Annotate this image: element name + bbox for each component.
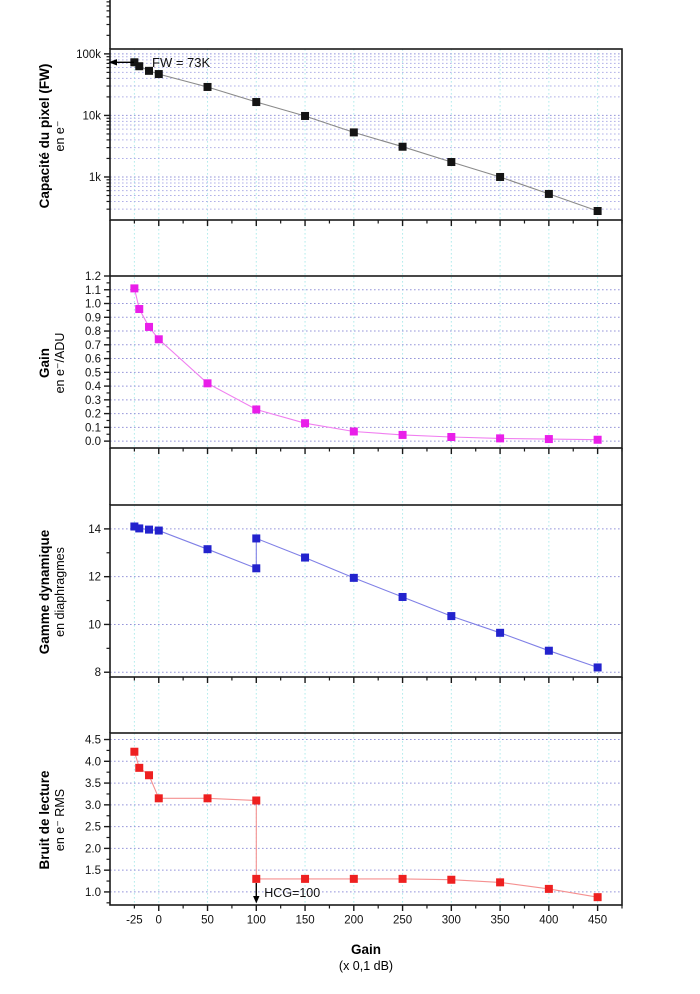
svg-text:50: 50 xyxy=(201,914,214,927)
svg-text:100: 100 xyxy=(246,914,266,927)
series-markers-bruit-de-lecture xyxy=(130,748,601,901)
svg-text:1.0: 1.0 xyxy=(85,886,101,899)
series-line-bruit-de-lecture xyxy=(134,752,597,898)
x-axis-ticks xyxy=(134,677,622,683)
x-axis-ticks xyxy=(134,220,622,226)
svg-text:100k: 100k xyxy=(76,48,101,61)
svg-text:0.7: 0.7 xyxy=(85,339,101,352)
y-axis-gain xyxy=(85,271,110,448)
svg-text:3.0: 3.0 xyxy=(85,799,101,812)
svg-text:0.8: 0.8 xyxy=(85,326,101,339)
svg-text:0.2: 0.2 xyxy=(85,408,101,421)
x-axis-title xyxy=(256,941,476,974)
svg-text:2.5: 2.5 xyxy=(85,821,101,834)
annotation-bruit-de-lecture xyxy=(253,883,320,904)
svg-text:250: 250 xyxy=(392,914,413,927)
svg-text:3.5: 3.5 xyxy=(85,778,101,791)
svg-text:14: 14 xyxy=(88,523,101,536)
svg-text:0.5: 0.5 xyxy=(85,367,101,380)
x-axis-title-text: Gain xyxy=(350,942,381,957)
axis-spine-extensions xyxy=(110,0,622,733)
svg-text:2.0: 2.0 xyxy=(85,843,101,856)
y-axis-title-text: Bruit de lecture xyxy=(37,770,52,870)
svg-text:FW = 73K: FW = 73K xyxy=(152,54,211,70)
svg-text:450: 450 xyxy=(588,914,608,927)
series-markers-gain xyxy=(130,284,601,443)
svg-text:4.0: 4.0 xyxy=(85,756,101,769)
y-axis-subtitle-text: en e⁻/ADU xyxy=(53,332,67,394)
svg-text:300: 300 xyxy=(441,914,461,927)
svg-text:0.4: 0.4 xyxy=(85,381,101,394)
svg-text:1.0: 1.0 xyxy=(85,298,101,311)
y-axis-subtitle-text: en diaphragmes xyxy=(53,547,67,637)
svg-text:8: 8 xyxy=(94,667,101,680)
y-axis-subtitle-text: en e⁻ xyxy=(53,120,67,151)
y-axis-subtitle-text: en e⁻ RMS xyxy=(53,788,67,852)
series-markers-gamme-dynamique xyxy=(130,523,601,672)
y-axis-title-text: Gamme dynamique xyxy=(37,529,52,655)
series-markers-capacite-du-pixel xyxy=(130,58,601,215)
y-axis-bruit-de-lecture xyxy=(85,735,110,903)
svg-text:150: 150 xyxy=(295,914,315,927)
annotation-capacite-du-pixel xyxy=(109,55,211,70)
svg-text:1.5: 1.5 xyxy=(85,865,101,878)
svg-text:0.3: 0.3 xyxy=(85,394,101,407)
svg-text:0: 0 xyxy=(155,914,162,927)
svg-text:0.6: 0.6 xyxy=(85,353,101,366)
x-axis-labels xyxy=(126,915,607,927)
x-axis-ticks xyxy=(134,448,622,454)
x-axis-subtitle-text: (x 0,1 dB) xyxy=(338,959,394,973)
horizontal-gridlines xyxy=(110,290,622,441)
y-axis-title-text: Capacité du pixel (FW) xyxy=(37,63,52,208)
panel-frame xyxy=(110,276,622,448)
horizontal-gridlines xyxy=(110,740,622,892)
svg-text:4.5: 4.5 xyxy=(85,734,101,747)
y-axis-gamme-dynamique xyxy=(88,524,110,679)
svg-text:0.0: 0.0 xyxy=(85,436,101,449)
svg-text:400: 400 xyxy=(539,914,559,927)
series-line-gain xyxy=(134,288,597,439)
y-axis-title-text: Gain xyxy=(37,348,52,379)
horizontal-gridlines xyxy=(110,54,622,209)
svg-text:10: 10 xyxy=(88,619,101,632)
panel-capacite-du-pixel xyxy=(76,2,622,226)
svg-text:1.1: 1.1 xyxy=(85,284,101,297)
svg-text:-25: -25 xyxy=(126,914,143,927)
x-axis-ticks xyxy=(134,905,622,911)
svg-text:350: 350 xyxy=(490,914,510,927)
svg-text:1k: 1k xyxy=(88,171,101,184)
svg-text:200: 200 xyxy=(344,914,364,927)
svg-text:12: 12 xyxy=(88,571,101,584)
svg-text:0.1: 0.1 xyxy=(85,422,101,435)
y-axis-capacite-du-pixel xyxy=(76,2,110,209)
svg-text:10k: 10k xyxy=(82,110,101,123)
svg-text:1.2: 1.2 xyxy=(85,271,101,283)
svg-text:HCG=100: HCG=100 xyxy=(264,886,321,900)
panel-gamme-dynamique xyxy=(88,505,622,683)
svg-text:0.9: 0.9 xyxy=(85,312,101,325)
